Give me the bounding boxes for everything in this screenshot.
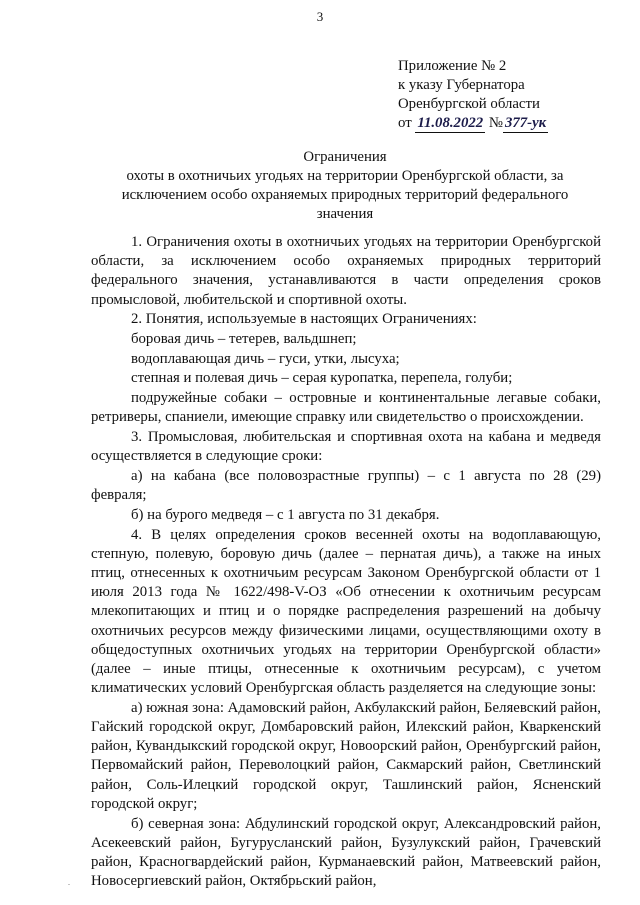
- paragraph: 1. Ограничения охоты в охотничьих угодьях на территории Оренбургской области, за исключением особо охраняемых природных территорий федерального значения, устанавливаются в части определения сроков промысловой, любительской и спортивной охоты.: [91, 234, 601, 308]
- number-prefix: №: [488, 115, 503, 131]
- paragraph: б) северная зона: Абдулинский городской округ, Александровский район, Асекеевский район, Бугурусланский район, Бузулукский район, Грачевский район, Красногвардейский район, Курманаевский район, Матвеевский район, Новосергиевский район, Октябрьский район,: [91, 815, 601, 890]
- document-title: [60, 148, 630, 224]
- paragraph: степная и полевая дичь – серая куропатка, перепела, голуби;: [131, 370, 513, 387]
- paragraph: 2. Понятия, используемые в настоящих Ограничениях:: [131, 311, 477, 328]
- page-number: 3: [316, 9, 324, 24]
- title-heading: Ограничения: [303, 149, 387, 165]
- appendix-date-line: [398, 114, 628, 133]
- document-body: [91, 233, 601, 891]
- title-line-1: охоты в охотничьих угодьях на территории Оренбургской области, за: [126, 168, 564, 184]
- scan-mark: .: [68, 878, 70, 887]
- paragraph: водоплавающая дичь – гуси, утки, лысуха;: [131, 350, 400, 367]
- title-line-3: значения: [316, 206, 374, 222]
- appendix-line-3: Оренбургской области: [398, 96, 540, 112]
- appendix-line-2: к указу Губернатора: [398, 77, 525, 93]
- handwritten-date: 11.08.2022: [417, 115, 484, 131]
- paragraph: а) южная зона: Адамовский район, Акбулакский район, Беляевский район, Гайский городской округ, Домбаровский район, Илекский район, Кваркенский район, Кувандыкский городской округ, Новоорский район, Оренбургский район, Первомайский район, Переволоцкий район, Сакмарский район, Светлинский район, Соль-Илецкий городской округ, Ташлинский район, Ясненский городской округ;: [91, 699, 601, 812]
- paragraph: а) на кабана (все половозрастные группы) – с 1 августа по 28 (29) февраля;: [91, 467, 601, 504]
- title-line-2: исключением особо охраняемых природных территорий федерального: [121, 187, 569, 203]
- appendix-block: [398, 57, 628, 133]
- appendix-line-1: Приложение № 2: [398, 58, 507, 74]
- date-prefix: от: [398, 115, 412, 131]
- paragraph: б) на бурого медведя – с 1 августа по 31 декабря.: [131, 506, 440, 523]
- handwritten-number: 377-ук: [504, 115, 547, 131]
- paragraph: 4. В целях определения сроков весенней охоты на водоплавающую, степную, полевую, боровую дичь (далее – пернатая дичь), а также на иных птиц, отнесенных к охотничьим ресурсам Законом Оренбургской области от 1 июля 2013 года № 1622/498-V-ОЗ «Об отнесении к охотничьим ресурсам млекопитающих и птиц и о порядке распределения разрешений на добычу охотничьих ресурсов между физическими лицами, осуществляющими охоту в общедоступных охотничьих угодьях на территории Оренбургской области» (далее – иные птицы, отнесенные к охотничьим ресурсам), с учетом климатических условий Оренбургская область разделяется на следующие зоны:: [91, 526, 601, 697]
- paragraph: подружейные собаки – островные и континентальные легавые собаки, ретриверы, спаниели, имеющие справку или свидетельство о происхождении.: [91, 390, 601, 426]
- paragraph: боровая дичь – тетерев, вальдшнеп;: [131, 331, 357, 348]
- paragraph: 3. Промысловая, любительская и спортивная охота на кабана и медведя осуществляется в следующие сроки:: [91, 429, 601, 465]
